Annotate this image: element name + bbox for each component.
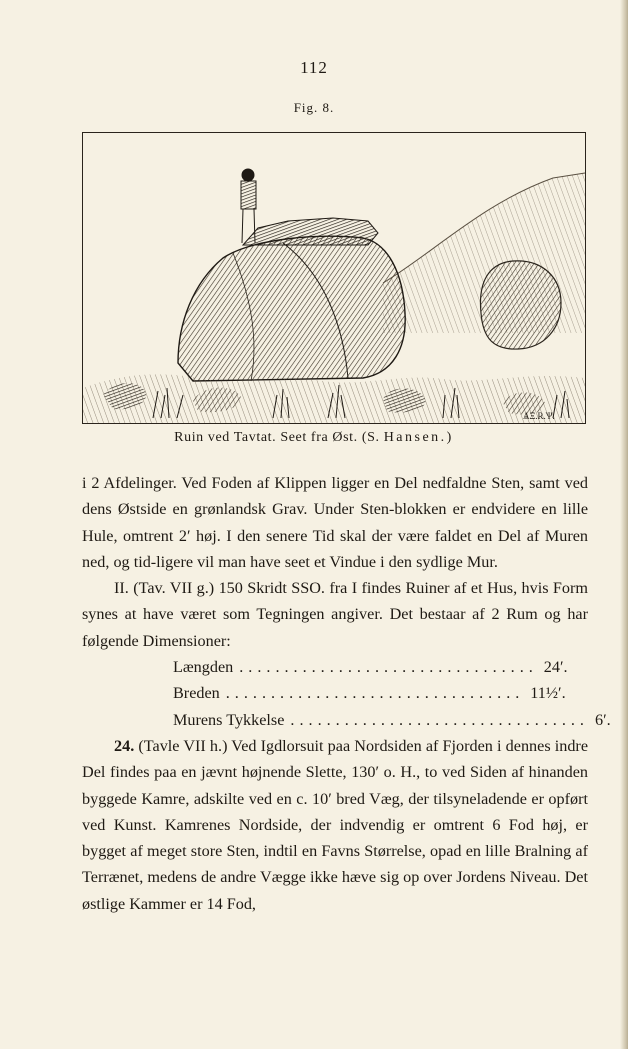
page-edge-shadow xyxy=(620,0,628,1049)
dimension-label: Breden xyxy=(173,684,220,703)
figure-label: Fig. 8. xyxy=(293,100,335,115)
body-text xyxy=(82,470,611,917)
dot-leader: ................................. xyxy=(239,658,538,677)
section-number: 24. xyxy=(114,736,135,755)
paragraph-1: i 2 Afdelinger. Ved Foden af Klippen ligger en Del nedfaldne Sten, samt ved dens Østside en grønlandsk Grav. Under Sten-blokken er endvidere en lille Hule, omtrent 2′ høj. I den senere Tid skal der være faldet en Del af Muren ned, og tid-ligere vil man have seet et Vindue i den sydlige Mur. xyxy=(82,474,588,571)
dimension-value: 24′. xyxy=(543,658,568,677)
paragraph-3 xyxy=(82,733,588,917)
figure-illustration xyxy=(82,132,586,424)
dimension-label: Længden xyxy=(173,658,234,677)
caption-main: Ruin ved Tavtat. Seet fra Øst. (S. xyxy=(174,430,380,445)
paragraph-3-text: (Tavle VII h.) Ved Igdlorsuit paa Nordsiden af Fjorden i dennes indre Del findes paa en jævnt højnende Slette, 130′ o. H., to ved Siden af hinanden byggede Kamre, adskilte ved en c. 10′ bred Væg, der tilsyneladende er opført ved Kunst. Kamrenes Nordside, der indvendig er omtrent 6 Fod høj, er bygget af meget store Sten, indtil en Favns Størrelse, opad en lille Bralning af Terrænet, medens de andre Vægge ikke hæve sig op over Jordens Niveau. Det østlige Kammer er 14 Fod, xyxy=(82,736,589,913)
dimension-row xyxy=(173,707,611,733)
paragraph-2: II. (Tav. VII g.) 150 Skridt SSO. fra I findes Ruiner af et Hus, hvis Form synes at have været som Tegningen angiver. Det bestaar af 2 Rum og har følgende Dimensioner: xyxy=(82,579,588,650)
engraver-mark: ѦΞ.R.Ѱ. xyxy=(523,411,555,421)
engraving-ruin-on-boulder-icon xyxy=(83,133,585,423)
dimension-row xyxy=(173,680,566,706)
standing-man-figure xyxy=(241,169,256,243)
dimension-label: Murens Tykkelse xyxy=(173,710,285,729)
caption-author: Hansen.) xyxy=(383,430,454,445)
dimension-row xyxy=(173,654,568,680)
dimensions-table xyxy=(82,654,611,733)
dimension-value: 6′. xyxy=(594,710,611,729)
dot-leader: ................................. xyxy=(225,684,525,703)
dimension-value: 11½′. xyxy=(530,684,566,703)
dot-leader: ................................. xyxy=(290,710,589,729)
page-number: 112 xyxy=(300,58,328,77)
figure-caption xyxy=(0,430,628,446)
